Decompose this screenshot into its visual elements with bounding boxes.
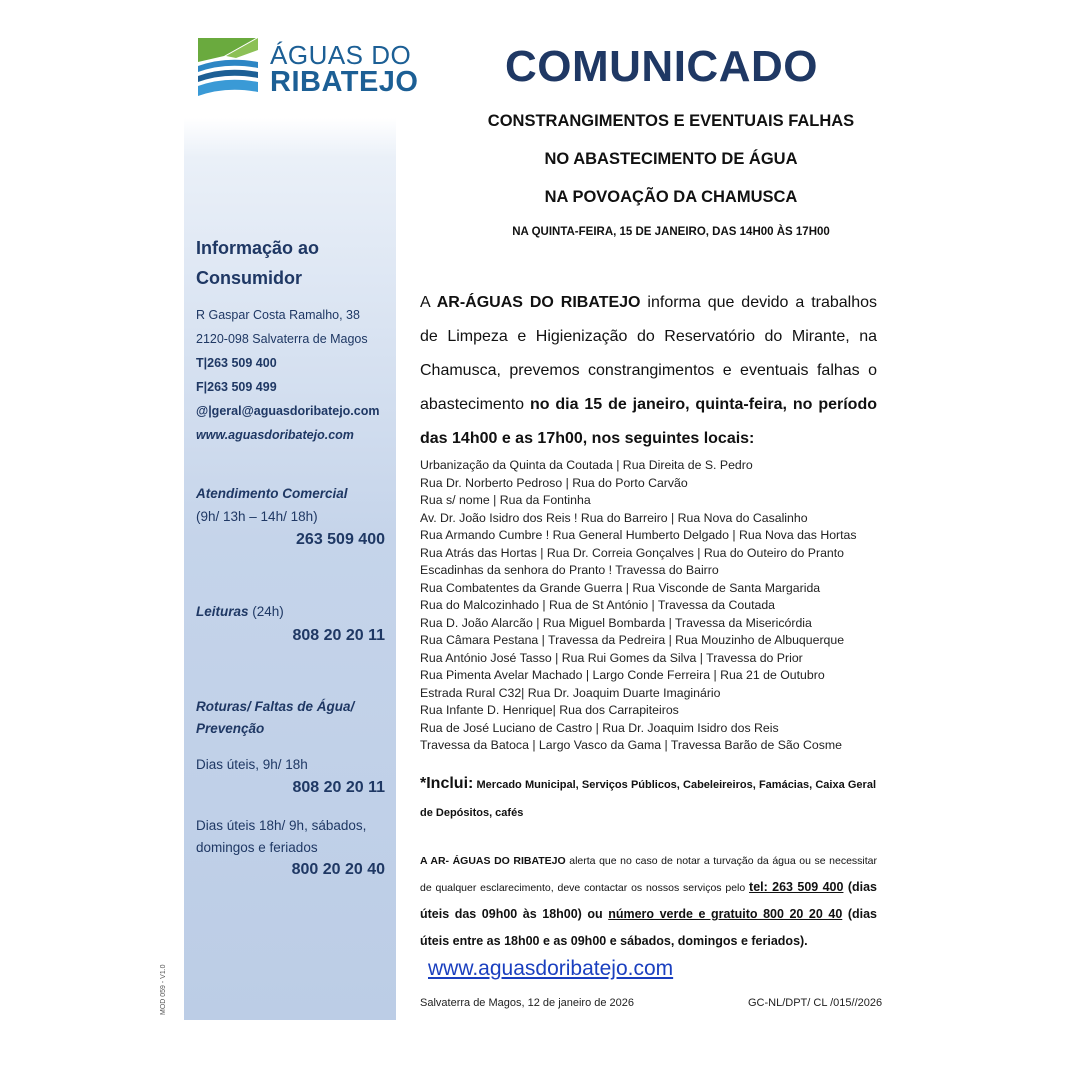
list-item: Rua s/ nome | Rua da Fontinha — [420, 493, 591, 507]
commercial-label: Atendimento Comercial — [196, 486, 348, 501]
alert-text-1: alerta que no caso de notar a turvação da água ou se necessitar de qualquer esclarecimento, deve contactar os nossos serviços pelo — [420, 855, 877, 894]
list-item: Rua António José Tasso | Rua Rui Gomes da Silva | Travessa do Prior — [420, 650, 803, 665]
sidebar-title-line2: Consumidor — [196, 268, 302, 288]
aguas-ribatejo-logo — [196, 36, 266, 98]
readings-phone: 808 20 20 11 — [292, 627, 385, 644]
alert-text-2: (dias úteis das 09h00 às 18h00) ou — [420, 880, 877, 921]
included-text: Mercado Municipal, Serviços Públicos, Cabeleireiros, Famácias, Caixa Geral de Depósitos, cafés — [420, 779, 876, 819]
list-item: Rua Pimenta Avelar Machado | Largo Conde Ferreira | Rua 21 de Outubro — [420, 668, 825, 682]
offhours-label-line1: Dias úteis 18h/ 9h, sábados, — [196, 818, 367, 833]
list-item: Rua Dr. Norberto Pedroso | Rua do Porto Carvão — [420, 475, 688, 490]
footer-place-date: Salvaterra de Magos, 12 de janeiro de 2026 — [420, 997, 635, 1009]
list-item: Travessa da Batoca | Largo Vasco da Gama | Travessa Barão de São Cosme — [420, 738, 842, 752]
sidebar-address-line2: 2120-098 Salvaterra de Magos — [196, 332, 368, 346]
alert-free-number: número verde e gratuito 800 20 20 40 — [608, 907, 843, 921]
sidebar-phone: T|263 509 400 — [196, 356, 277, 370]
date-line: NA QUINTA-FEIRA, 15 DE JANEIRO, DAS 14H00 ÀS 17H00 — [512, 226, 830, 238]
weekdays-phone: 808 20 20 11 — [292, 779, 385, 796]
readings-hours: (24h) — [248, 604, 284, 619]
list-item: Rua do Malcozinhado | Rua de St António | Travessa da Coutada — [420, 598, 776, 612]
list-item: Av. Dr. João Isidro dos Reis ! Rua do Barreiro | Rua Nova do Casalinho — [420, 510, 808, 525]
alert-text-3: (dias úteis entre as 18h00 e as 09h00 e sábados, domingos e feriados). — [420, 907, 878, 948]
website-link[interactable]: www.aguasdoribatejo.com — [428, 957, 674, 980]
offhours-phone: 800 20 20 40 — [291, 861, 385, 878]
footer-reference: GC-NL/DPT/ CL /015//2026 — [748, 997, 883, 1009]
page-title: COMUNICADO — [505, 42, 818, 91]
sidebar-title-line1: Informação ao — [196, 238, 320, 258]
commercial-hours: (9h/ 13h – 14h/ 18h) — [196, 509, 318, 524]
readings-label-group — [196, 604, 284, 619]
weekdays-label: Dias úteis, 9h/ 18h — [196, 757, 308, 772]
logo-text-line1: ÁGUAS DO — [270, 40, 412, 70]
list-item: Estrada Rural C32| Rua Dr. Joaquim Duarte Imaginário — [420, 685, 721, 700]
sidebar-address-line1: R Gaspar Costa Ramalho, 38 — [196, 308, 360, 322]
logo-text-line2: RIBATEJO — [270, 66, 419, 98]
alert-company: A AR- ÁGUAS DO RIBATEJO — [420, 855, 566, 867]
included-label: *Inclui: — [420, 775, 474, 792]
subtitle-line-3: NA POVOAÇÃO DA CHAMUSCA — [544, 188, 798, 206]
list-item: Rua Armando Cumbre ! Rua General Humberto Delgado | Rua Nova das Hortas — [420, 528, 857, 542]
alert-paragraph — [420, 848, 877, 955]
offhours-label-line2: domingos e feriados — [196, 840, 318, 855]
subtitle-line-2: NO ABASTECIMENTO DE ÁGUA — [544, 150, 798, 168]
sidebar-email[interactable]: @|geral@aguasdoribatejo.com — [196, 404, 380, 418]
paragraph-part-3: informa que devido a trabalhos de Limpeza e Higienização do Reservatório do Mirante, na Chamusca, prevemos constrangimentos e eventuais falhas o abastecimento — [420, 294, 878, 413]
list-item: Rua D. João Alarcão | Rua Miguel Bombarda | Travessa da Misericórdia — [420, 615, 812, 630]
subtitle-line-1: CONSTRANGIMENTOS E EVENTUAIS FALHAS — [487, 112, 855, 130]
paragraph-schedule: no dia 15 de janeiro, quinta-feira, no período das 14h00 e as 17h00, nos seguintes locais: — [420, 396, 877, 447]
commercial-phone: 263 509 400 — [296, 531, 385, 548]
readings-label: Leituras — [196, 604, 249, 619]
list-item: Escadinhas da senhora do Pranto ! Travessa do Bairro — [420, 563, 719, 577]
sidebar-website-link[interactable]: www.aguasdoribatejo.com — [196, 428, 354, 442]
list-item: Rua Câmara Pestana | Travessa da Pedreira | Rua Mouzinho de Albuquerque — [420, 633, 845, 647]
list-item: Rua Infante D. Henrique| Rua dos Carrapiteiros — [420, 703, 679, 717]
outages-label-line2: Prevenção — [196, 721, 265, 736]
announcement-paragraph — [420, 286, 877, 456]
sidebar-fax: F|263 509 499 — [196, 380, 277, 394]
list-item: Rua Atrás das Hortas | Rua Dr. Correia Gonçalves | Rua do Outeiro do Pranto — [420, 545, 845, 560]
alert-phone: tel: 263 509 400 — [749, 880, 844, 894]
document-model-code: MOD 059 - V1.0 — [160, 964, 167, 1015]
list-item: Rua de José Luciano de Castro | Rua Dr. Joaquim Isidro dos Reis — [420, 720, 779, 735]
paragraph-company-name: AR-ÁGUAS DO RIBATEJO — [436, 294, 641, 311]
included-services — [420, 770, 876, 827]
paragraph-part-1: A — [420, 294, 437, 311]
affected-streets-list — [420, 457, 890, 755]
list-item: Urbanização da Quinta da Coutada | Rua Direita de S. Pedro — [420, 458, 753, 472]
list-item: Rua Combatentes da Grande Guerra | Rua Visconde de Santa Margarida — [420, 580, 821, 595]
outages-label-line1: Roturas/ Faltas de Água/ — [196, 699, 355, 714]
